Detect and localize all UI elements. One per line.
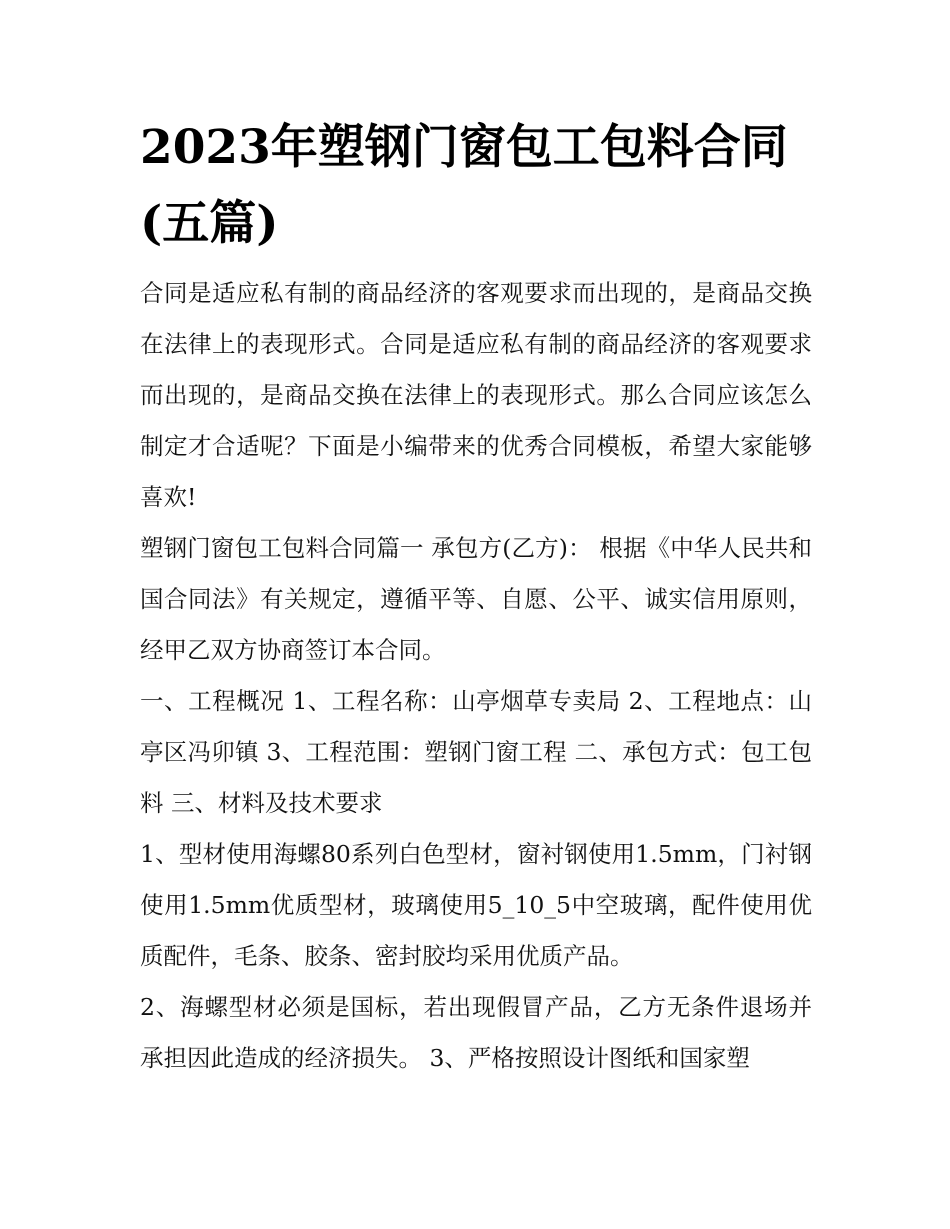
- paragraph-intro: 合同是适应私有制的商品经济的客观要求而出现的，是商品交换在法律上的表现形式。合同是适应私有制的商品经济的客观要求而出现的，是商品交换在法律上的表现形式。那么合同应该怎么制定才合适呢？下面是小编带来的优秀合同模板，希望大家能够喜欢!: [140, 279, 812, 511]
- paragraph-contract-party: 塑钢门窗包工包料合同篇一 承包方(乙方)： 根据《中华人民共和国合同法》有关规定，遵循平等、自愿、公平、诚实信用原则，经甲乙双方协商签订本合同。: [140, 534, 812, 664]
- paragraph-standards: 2、海螺型材必须是国标，若出现假冒产品，乙方无条件退场并承担因此造成的经济损失。 3、严格按照设计图纸和国家塑: [140, 993, 812, 1072]
- document-body: [140, 110, 812, 1084]
- paragraph-project-overview: 一、工程概况 1、工程名称：山亭烟草专卖局 2、工程地点：山亭区冯卯镇 3、工程范围：塑钢门窗工程 二、承包方式：包工包料 三、材料及技术要求: [140, 687, 812, 817]
- paragraph-material-requirements: 1、型材使用海螺80系列白色型材，窗衬钢使用1.5mm，门衬钢使用1.5mm优质型材，玻璃使用5_10_5中空玻璃，配件使用优质配件，毛条、胶条、密封胶均采用优质产品。: [140, 840, 812, 970]
- document-title: 2023年塑钢门窗包工包料合同(五篇): [140, 120, 788, 251]
